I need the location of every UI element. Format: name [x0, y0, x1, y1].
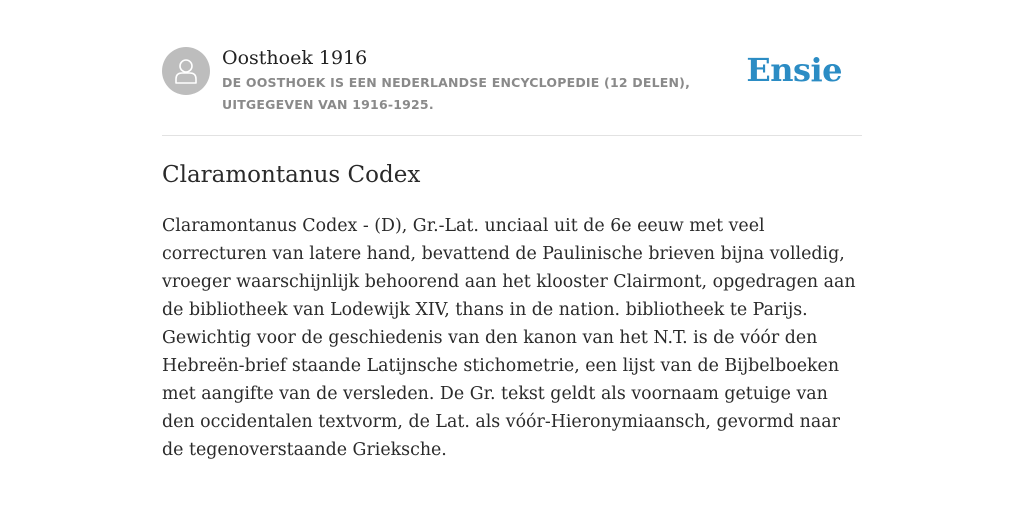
entry-card — [162, 0, 862, 460]
source-description: DE OOSTHOEK IS EEN NEDERLANDSE ENCYCLOPEDIE (12 DELEN), UITGEGEVEN VAN 1916-1925. — [222, 75, 691, 112]
entry-title: Claramontanus Codex — [162, 162, 421, 188]
source-title[interactable]: Oosthoek 1916 — [222, 47, 368, 69]
user-icon — [173, 57, 199, 85]
brand-logo[interactable]: Ensie — [746, 51, 842, 89]
entry-body: Claramontanus Codex - (D), Gr.-Lat. unciaal uit de 6e eeuw met veel correcturen van latere hand, bevattend de Paulinische brieven bijna volledig, vroeger waarschijnlijk behoorend aan het klooster Clairmont, opgedragen aan de bibliotheek van Lodewijk XIV, thans in de nation. bibliotheek te Parijs. Gewichtig voor de geschiedenis van den kanon van het N.T. is de vóór den Hebreën-brief staande Latijnsche stichometrie, een lijst van de Bijbelboeken met aangifte van de versleden. De Gr. tekst geldt als voornaam getuige van den occidentalen textvorm, de Lat. als vóór-Hieronymiaansch, gevormd naar de tegenoverstaande Grieksche. — [162, 216, 856, 460]
source-avatar[interactable] — [162, 47, 210, 95]
source-header — [162, 0, 862, 136]
